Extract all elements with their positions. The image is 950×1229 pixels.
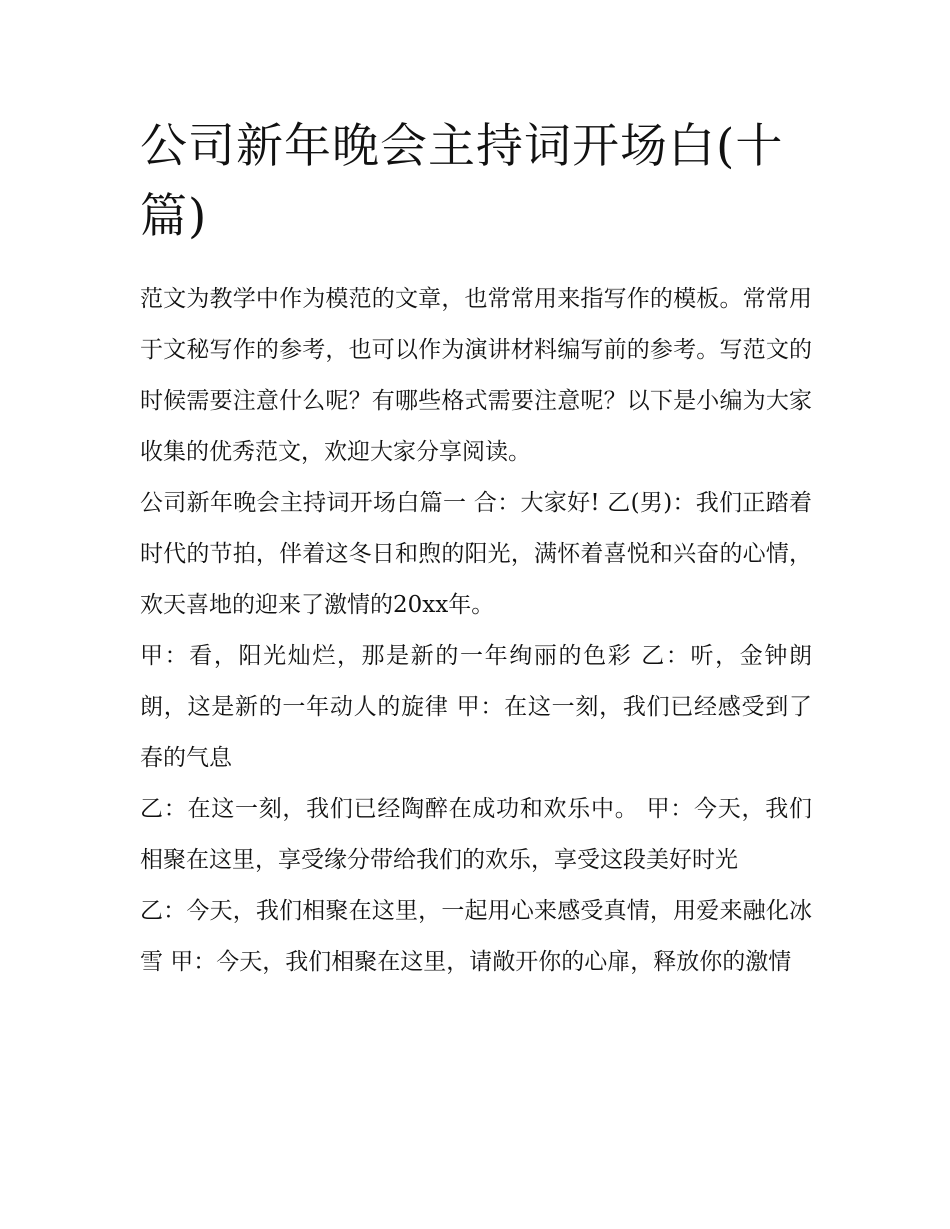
document-title: 公司新年晚会主持词开场白(十篇) [140, 119, 784, 244]
paragraph-opening: 公司新年晚会主持词开场白篇一 合：大家好! 乙(男)：我们正踏着时代的节拍，伴着这冬日和煦的阳光，满怀着喜悦和兴奋的心情，欢天喜地的迎来了激情的20xx年。 [140, 490, 812, 618]
paragraph-dialogue-1: 甲：看，阳光灿烂，那是新的一年绚丽的色彩 乙：听，金钟朗朗，这是新的一年动人的旋律 甲：在这一刻，我们已经感受到了春的气息 [140, 643, 812, 771]
paragraph-intro: 范文为教学中作为模范的文章，也常常用来指写作的模板。常常用于文秘写作的参考，也可以作为演讲材料编写前的参考。写范文的时候需要注意什么呢？有哪些格式需要注意呢？以下是小编为大家收集的优秀范文，欢迎大家分享阅读。 [140, 286, 812, 465]
paragraph-dialogue-2: 乙：在这一刻，我们已经陶醉在成功和欢乐中。 甲：今天，我们相聚在这里，享受缘分带给我们的欢乐，享受这段美好时光 [140, 796, 812, 873]
paragraph-dialogue-3: 乙：今天，我们相聚在这里，一起用心来感受真情，用爱来融化冰雪 甲：今天，我们相聚在这里，请敞开你的心扉，释放你的激情 [140, 898, 812, 975]
document-page [140, 112, 812, 988]
